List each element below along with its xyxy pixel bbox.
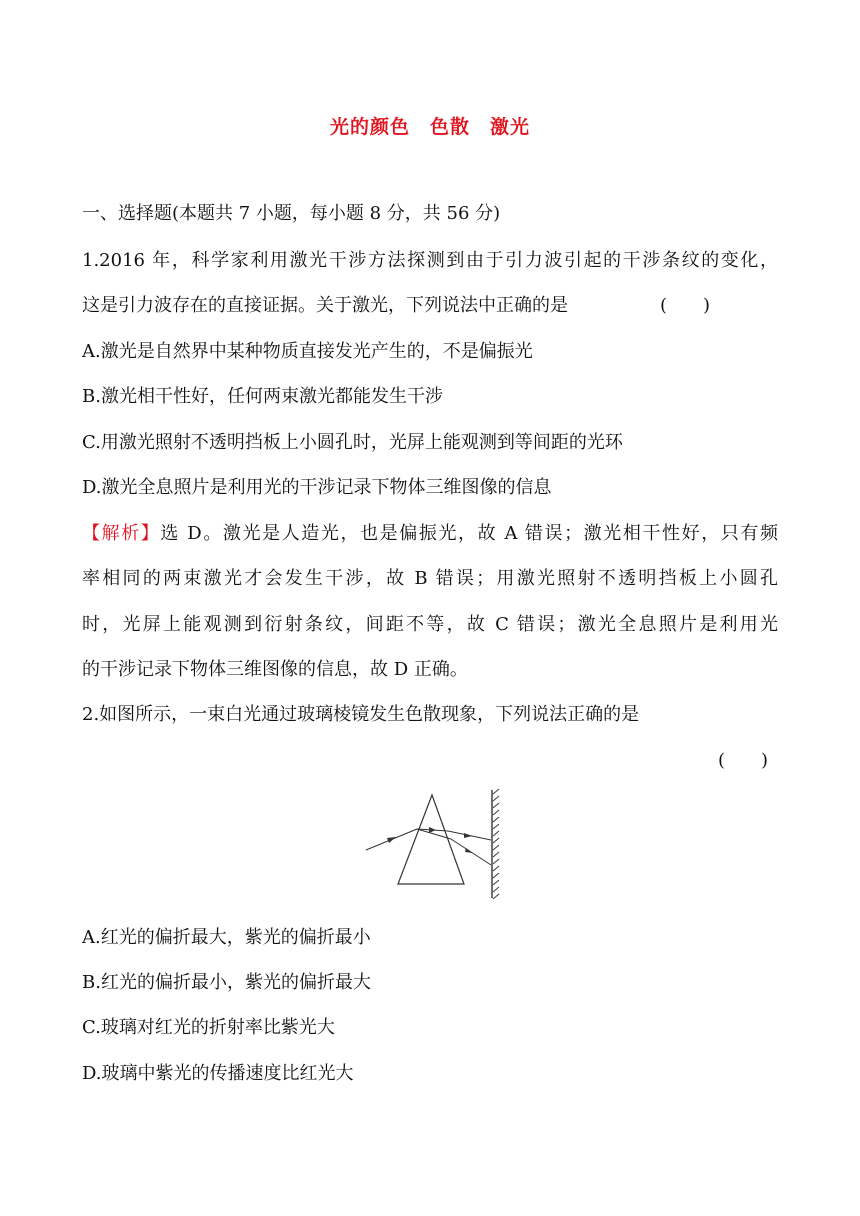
q1-analysis-line-1 <box>82 522 778 546</box>
q1-answer-bracket: ( ) <box>660 295 711 316</box>
q1-option-a: A.激光是自然界中某种物质直接发光产生的，不是偏振光 <box>82 341 533 362</box>
q2-answer-bracket: ( ) <box>718 750 769 771</box>
screen-hatching <box>493 789 499 899</box>
q2-stem: 2.如图所示，一束白光通过玻璃棱镜发生色散现象，下列说法正确的是 <box>82 704 640 725</box>
prism-triangle <box>398 795 464 884</box>
prism-dispersion-figure <box>360 788 510 904</box>
emergent-arrow-lower <box>465 848 473 853</box>
q2-option-c: C.玻璃对红光的折射率比紫光大 <box>82 1017 335 1038</box>
incident-arrow <box>387 837 396 843</box>
q1-analysis-line-3: 时，光屏上能观测到衍射条纹，间距不等，故 C 错误；激光全息照片是利用光 <box>82 614 778 635</box>
q1-analysis-line-2: 率相同的两束激光才会发生干涉，故 B 错误；用激光照射不透明挡板上小圆孔 <box>82 568 778 589</box>
q1-analysis-line-4: 的干涉记录下物体三维图像的信息，故 D 正确。 <box>82 659 468 680</box>
q2-option-d: D.玻璃中紫光的传播速度比红光大 <box>82 1063 354 1084</box>
q1-stem-line-1: 1.2016 年，科学家利用激光干涉方法探测到由于引力波引起的干涉条纹的变化， <box>82 250 778 271</box>
q2-option-b: B.红光的偏折最小，紫光的偏折最大 <box>82 972 371 993</box>
section-heading: 一、选择题(本题共 7 小题，每小题 8 分，共 56 分) <box>82 203 501 224</box>
q1-stem-line-2: 这是引力波存在的直接证据。关于激光，下列说法中正确的是 <box>82 295 568 316</box>
analysis-tag: 【解析】 <box>82 523 161 544</box>
q2-option-a: A.红光的偏折最大，紫光的偏折最小 <box>82 927 371 948</box>
page-title: 光的颜色 色散 激光 <box>329 116 530 138</box>
q1-option-b: B.激光相干性好，任何两束激光都能发生干涉 <box>82 386 443 407</box>
inner-arrow <box>429 827 436 833</box>
q1-option-c: C.用激光照射不透明挡板上小圆孔时，光屏上能观测到等间距的光环 <box>82 432 623 453</box>
analysis-text: 选 D。激光是人造光，也是偏振光，故 A 错误；激光相干性好，只有频 <box>160 523 779 544</box>
q1-option-d: D.激光全息照片是利用光的干涉记录下物体三维图像的信息 <box>82 477 552 498</box>
